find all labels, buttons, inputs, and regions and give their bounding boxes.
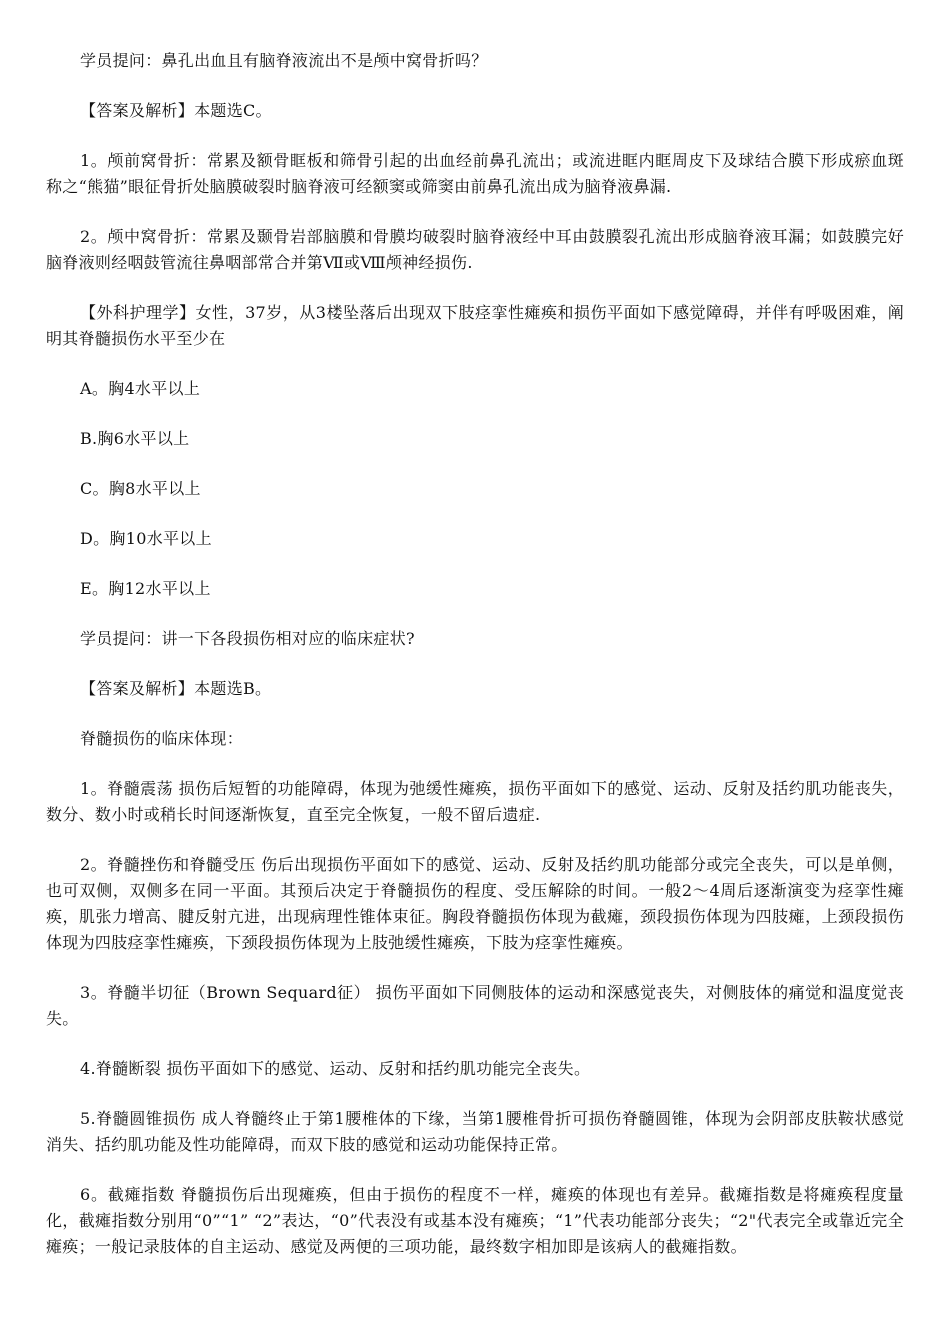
question-stem: 【外科护理学】女性，37岁，从3楼坠落后出现双下肢痉挛性瘫痪和损伤平面如下感觉障碍，并伴有呼吸困难，阐明其脊髓损伤水平至少在 — [46, 303, 904, 348]
clinical-item-1: 1。脊髓震荡 损伤后短暂的功能障碍，体现为弛缓性瘫痪，损伤平面如下的感觉、运动、反射及括约肌功能丧失，数分、数小时或稍长时间逐渐恢复，直至完全恢复，一般不留后遗症. — [46, 779, 904, 824]
explanation-anterior-fossa: 1。颅前窝骨折：常累及额骨眶板和筛骨引起的出血经前鼻孔流出；或流进眶内眶周皮下及球结合膜下形成瘀血斑称之“熊猫”眼征骨折处脑膜破裂时脑脊液可经额窦或筛窦由前鼻孔流出成为脑脊液鼻漏. — [46, 151, 904, 196]
option-e: E。胸12水平以上 — [80, 579, 211, 598]
document-page — [46, 48, 904, 1284]
answer-heading-1: 【答案及解析】本题选C。 — [80, 101, 272, 120]
option-c: C。胸8水平以上 — [80, 479, 201, 498]
clinical-item-2: 2。脊髓挫伤和脊髓受压 伤后出现损伤平面如下的感觉、运动、反射及括约肌功能部分或完全丧失，可以是单侧，也可双侧，双侧多在同一平面。其预后决定于脊髓损伤的程度、受压解除的时间。一般2～4周后逐渐演变为痉挛性瘫痪，肌张力增高、腱反射亢进，出现病理性锥体束征。胸段脊髓损伤体现为截瘫，颈段损伤体现为四肢瘫，上颈段损伤体现为四肢痉挛性瘫痪，下颈段损伤体现为上肢弛缓性瘫痪，下肢为痉挛性瘫痪。 — [46, 855, 904, 952]
clinical-heading: 脊髓损伤的临床体现： — [80, 729, 244, 748]
option-b: B.胸6水平以上 — [80, 429, 190, 448]
explanation-middle-fossa: 2。颅中窝骨折：常累及颞骨岩部脑膜和骨膜均破裂时脑脊液经中耳由鼓膜裂孔流出形成脑脊液耳漏；如鼓膜完好脑脊液则经咽鼓管流往鼻咽部常合并第Ⅶ或Ⅷ颅神经损伤. — [46, 227, 904, 272]
answer-heading-2: 【答案及解析】本题选B。 — [80, 679, 272, 698]
clinical-item-6: 6。截瘫指数 脊髓损伤后出现瘫痪，但由于损伤的程度不一样，瘫痪的体现也有差异。截瘫指数是将瘫痪程度量化，截瘫指数分别用“0”“1” “2”表达，“0”代表没有或基本没有瘫痪；“1”代表功能部分丧失；“2"代表完全或靠近完全瘫痪；一般记录肢体的自主运动、感觉及两便的三项功能，最终数字相加即是该病人的截瘫指数。 — [46, 1185, 904, 1256]
option-a: A。胸4水平以上 — [80, 379, 201, 398]
clinical-item-4: 4.脊髓断裂 损伤平面如下的感觉、运动、反射和括约肌功能完全丧失。 — [80, 1059, 591, 1078]
option-d: D。胸10水平以上 — [80, 529, 212, 548]
clinical-item-5: 5.脊髓圆锥损伤 成人脊髓终止于第1腰椎体的下缘，当第1腰椎骨折可损伤脊髓圆锥，体现为会阴部皮肤鞍状感觉消失、括约肌功能及性功能障碍，而双下肢的感觉和运动功能保持正常。 — [46, 1109, 904, 1154]
clinical-item-3: 3。脊髓半切征（Brown Sequard征） 损伤平面如下同侧肢体的运动和深感觉丧失，对侧肢体的痛觉和温度觉丧失。 — [46, 983, 904, 1028]
student-question-2: 学员提问：讲一下各段损伤相对应的临床症状? — [80, 629, 415, 648]
student-question-1: 学员提问：鼻孔出血且有脑脊液流出不是颅中窝骨折吗？ — [80, 51, 488, 70]
